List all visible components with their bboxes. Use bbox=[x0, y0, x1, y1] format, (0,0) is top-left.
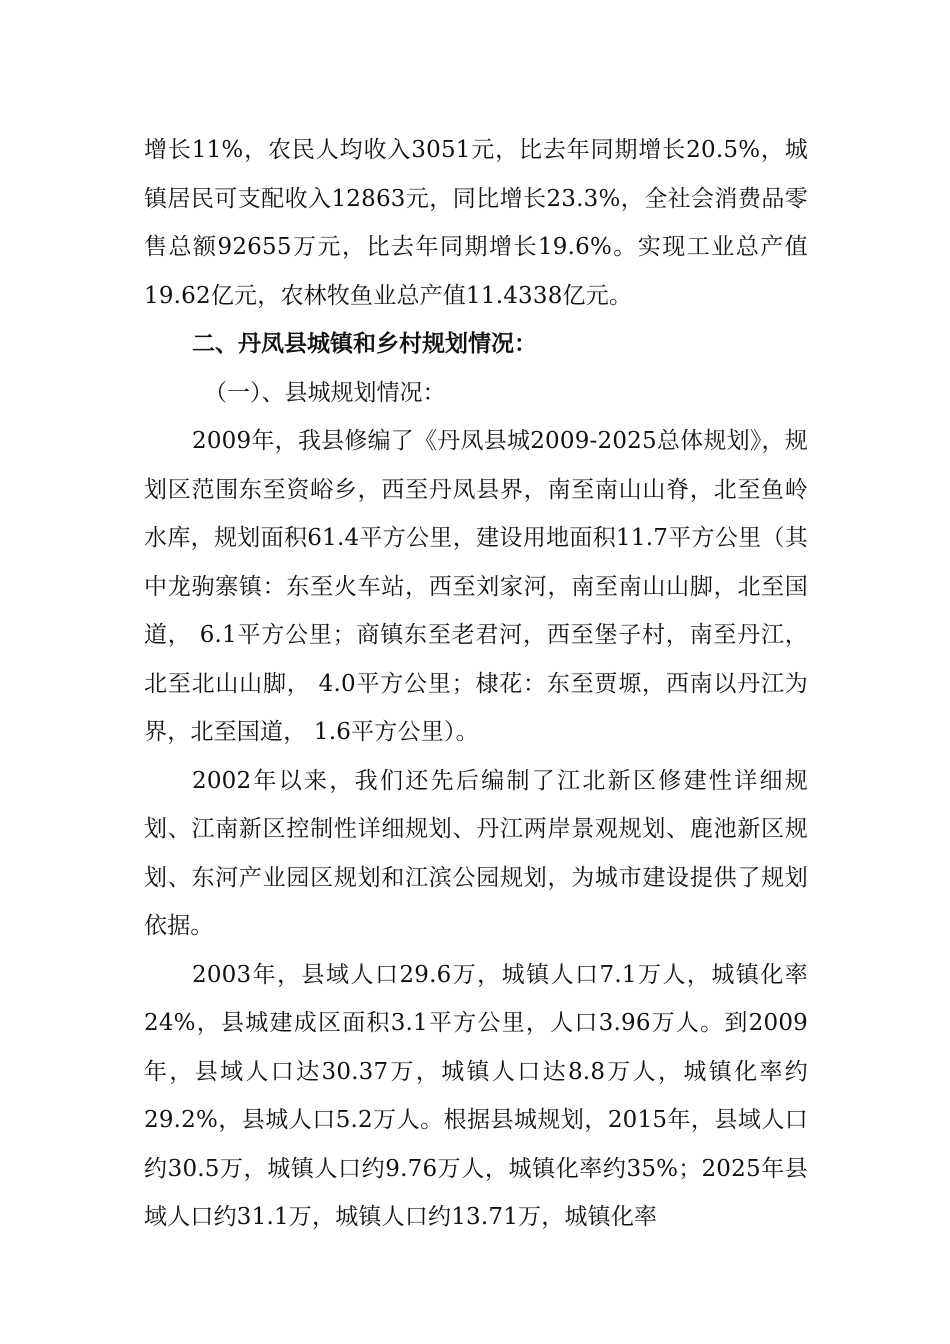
paragraph-detailed-plans: 2002年以来，我们还先后编制了江北新区修建性详细规划、江南新区控制性详细规划、丹江两岸景观规划、鹿池新区规划、东河产业园区规划和江滨公园规划，为城市建设提供了规划依据。 bbox=[144, 767, 808, 939]
paragraph-county-master-plan: 2009年，我县修编了《丹凤县城2009-2025总体规划》，规划区范围东至资峪乡，西至丹凤县界，南至南山山脊，北至鱼岭水库，规划面积61.4平方公里，建设用地面积11.7平方公里（其中龙驹寨镇：东至火车站，西至刘家河，南至南山山脚，北至国道， 6.1平方公里；商镇东至老君河，西至堡子村，南至丹江，北至北山山脚， 4.0平方公里；棣花：东至贾塬，西南以丹江为界，北至国道， 1.6平方公里）。 bbox=[144, 428, 808, 745]
document-body bbox=[144, 126, 808, 1242]
paragraph-economic-stats: 增长11%，农民人均收入3051元，比去年同期增长20.5%，城镇居民可支配收入12863元，同比增长23.3%，全社会消费品零售总额92655万元，比去年同期增长19.6%。实现工业总产值19.62亿元，农林牧鱼业总产值11.4338亿元。 bbox=[144, 137, 808, 309]
subsection-heading-county-planning: （一）、县城规划情况： bbox=[204, 379, 446, 406]
paragraph-population-urbanization: 2003年，县域人口29.6万，城镇人口7.1万人，城镇化率24%，县城建成区面积3.1平方公里，人口3.96万人。到2009年，县域人口达30.37万，城镇人口达8.8万人，城镇化率约29.2%，县城人口5.2万人。根据县城规划，2015年，县域人口约30.5万，城镇人口约9.76万人，城镇化率约35%；2025年县域人口约31.1万，城镇人口约13.71万，城镇化率 bbox=[144, 961, 808, 1230]
section-heading-planning: 二、丹凤县城镇和乡村规划情况： bbox=[192, 331, 537, 357]
